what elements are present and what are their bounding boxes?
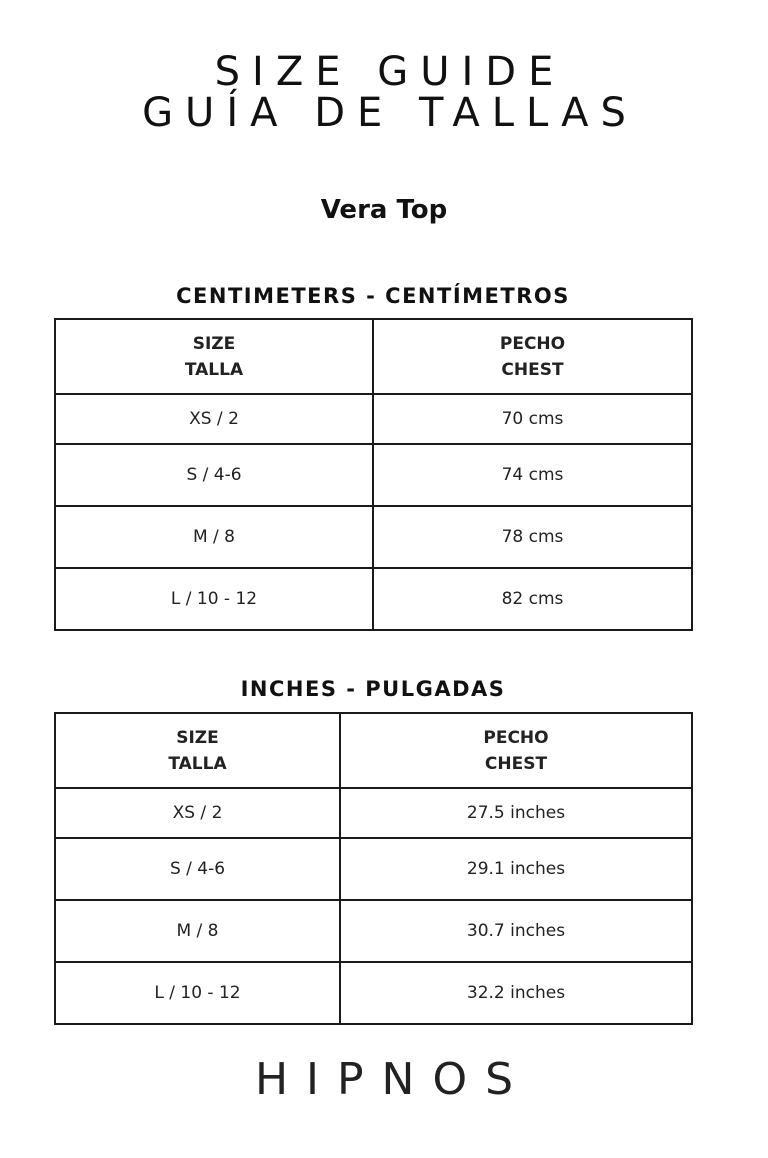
table-row — [55, 962, 692, 1024]
inches-section-title: INCHES - PULGADAS — [240, 677, 506, 701]
table-row — [55, 788, 692, 838]
table-header-row — [55, 713, 692, 788]
product-name: Vera Top — [320, 195, 448, 225]
size-cell: L / 10 - 12 — [55, 568, 373, 630]
brand-logo-text: HIPNOS — [254, 1054, 532, 1105]
inches-size-table — [54, 712, 693, 1025]
table-row — [55, 444, 692, 506]
column-header-label: SIZE — [192, 333, 236, 354]
size-cell: L / 10 - 12 — [55, 962, 340, 1024]
size-cell: M / 8 — [55, 506, 373, 568]
chest-cell: 74 cms — [373, 444, 692, 506]
column-header-size — [55, 713, 340, 788]
table-header-row — [55, 319, 692, 394]
column-header-label: PECHO — [499, 333, 566, 354]
table-row — [55, 568, 692, 630]
size-cell: S / 4-6 — [55, 444, 373, 506]
chest-cell: 78 cms — [373, 506, 692, 568]
chest-cell: 82 cms — [373, 568, 692, 630]
column-header-chest — [340, 713, 692, 788]
chest-cell: 32.2 inches — [340, 962, 692, 1024]
chest-cell: 70 cms — [373, 394, 692, 444]
centimeters-size-table — [54, 318, 693, 631]
column-header-label: SIZE — [176, 727, 219, 748]
size-cell: M / 8 — [55, 900, 340, 962]
size-cell: XS / 2 — [55, 394, 373, 444]
column-header-chest — [373, 319, 692, 394]
column-header-label: CHEST — [484, 753, 548, 774]
column-header-label: PECHO — [483, 727, 549, 748]
table-row — [55, 506, 692, 568]
column-header-label: CHEST — [501, 359, 564, 380]
size-cell: XS / 2 — [55, 788, 340, 838]
chest-cell: 29.1 inches — [340, 838, 692, 900]
chest-cell: 30.7 inches — [340, 900, 692, 962]
size-cell: S / 4-6 — [55, 838, 340, 900]
page-title-es: GUÍA DE TALLAS — [142, 90, 638, 136]
centimeters-section-title: CENTIMETERS - CENTÍMETROS — [176, 284, 570, 308]
column-header-size — [55, 319, 373, 394]
column-header-label: TALLA — [168, 753, 227, 774]
page-title-en: SIZE GUIDE — [214, 49, 566, 95]
table-row — [55, 838, 692, 900]
table-row — [55, 900, 692, 962]
chest-cell: 27.5 inches — [340, 788, 692, 838]
table-row — [55, 394, 692, 444]
column-header-label: TALLA — [184, 359, 244, 380]
